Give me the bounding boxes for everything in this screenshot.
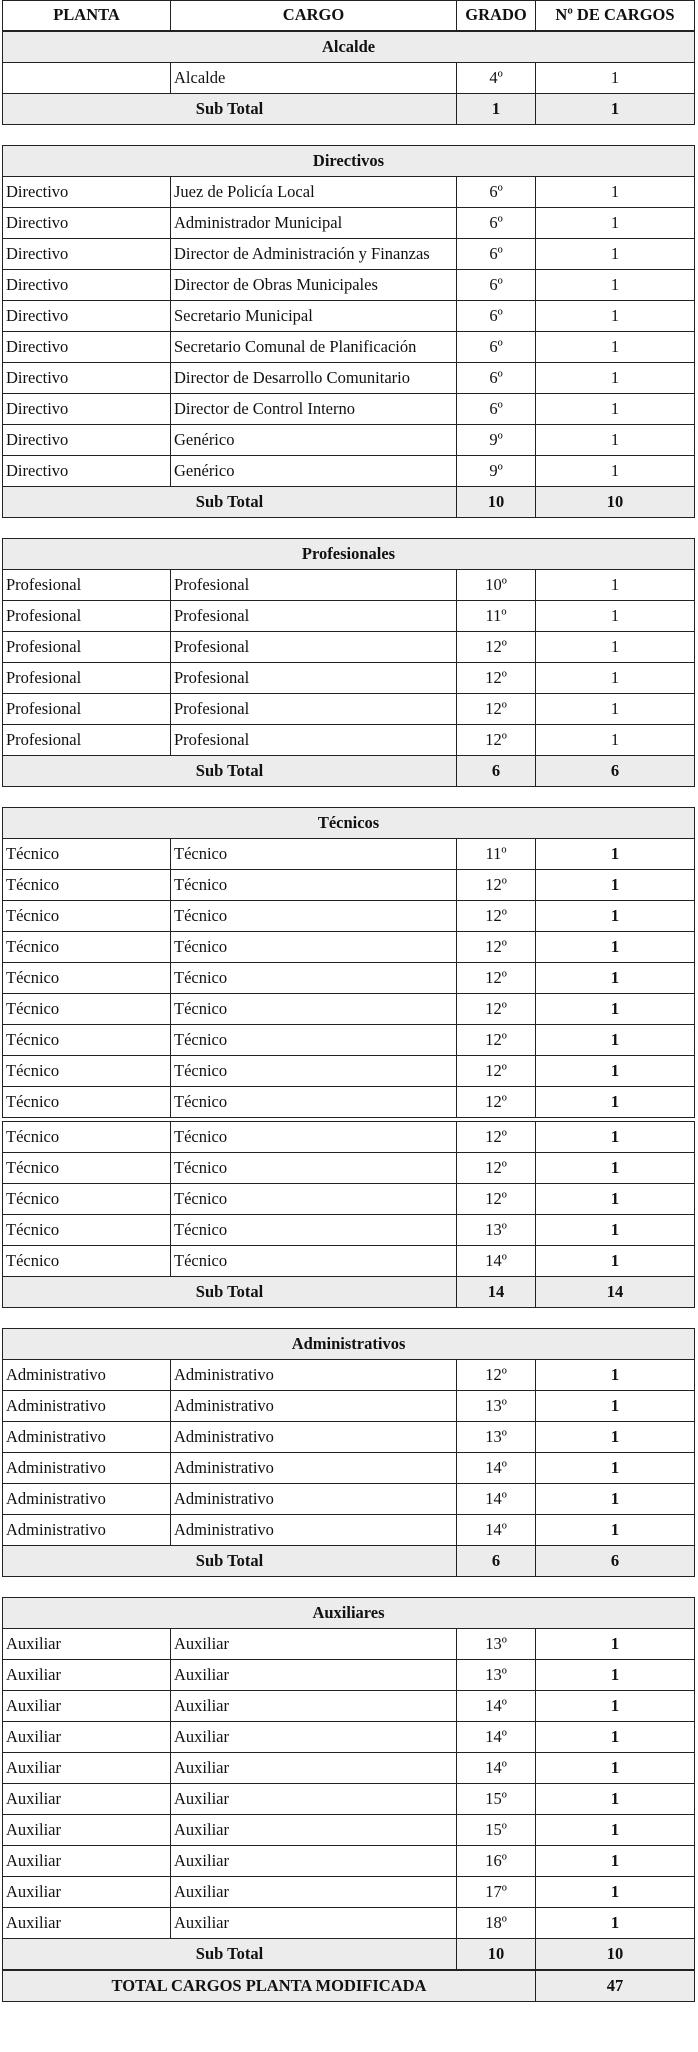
cell-cargo: Auxiliar (171, 1846, 457, 1877)
staffing-document (2, 0, 694, 2002)
subtotal-n-cargos: 1 (536, 94, 695, 125)
table-row (3, 1246, 695, 1277)
cell-cargo: Auxiliar (171, 1877, 457, 1908)
cell-planta: Técnico (3, 1056, 171, 1087)
cell-cargo: Técnico (171, 1025, 457, 1056)
cell-grado: 12º (457, 1025, 536, 1056)
cell-n-cargos: 1 (536, 332, 695, 363)
cell-grado: 9º (457, 456, 536, 487)
cell-n-cargos: 1 (536, 601, 695, 632)
subtotal-n-cargos: 14 (536, 1277, 695, 1308)
header-planta: PLANTA (3, 1, 171, 31)
cell-planta: Técnico (3, 1153, 171, 1184)
cell-planta: Auxiliar (3, 1846, 171, 1877)
cell-n-cargos: 1 (536, 456, 695, 487)
subtotal-label: Sub Total (3, 1277, 457, 1308)
cell-n-cargos: 1 (536, 1153, 695, 1184)
section-title: Profesionales (3, 539, 695, 570)
cell-planta: Técnico (3, 1246, 171, 1277)
cell-cargo: Auxiliar (171, 1815, 457, 1846)
table-row (3, 1184, 695, 1215)
cell-n-cargos: 1 (536, 1629, 695, 1660)
cell-cargo: Genérico (171, 456, 457, 487)
section-title: Auxiliares (3, 1598, 695, 1629)
section-gap (2, 1577, 694, 1597)
subtotal-grado: 6 (457, 756, 536, 787)
cell-n-cargos: 1 (536, 570, 695, 601)
section-title-row (3, 146, 695, 177)
cell-cargo: Auxiliar (171, 1660, 457, 1691)
cell-n-cargos: 1 (536, 1484, 695, 1515)
table-row (3, 456, 695, 487)
cell-grado: 6º (457, 208, 536, 239)
table-row (3, 363, 695, 394)
table-row (3, 270, 695, 301)
table-row (3, 1087, 695, 1118)
subtotal-row (3, 487, 695, 518)
cell-cargo: Auxiliar (171, 1691, 457, 1722)
header-n-cargos: Nº DE CARGOS (536, 1, 695, 31)
cell-grado: 14º (457, 1484, 536, 1515)
table-row (3, 839, 695, 870)
cell-grado: 6º (457, 239, 536, 270)
cell-grado: 17º (457, 1877, 536, 1908)
cell-n-cargos: 1 (536, 1722, 695, 1753)
cell-grado: 12º (457, 694, 536, 725)
cell-cargo: Director de Obras Municipales (171, 270, 457, 301)
table-row (3, 394, 695, 425)
section-table (2, 1597, 695, 1970)
cell-cargo: Técnico (171, 1215, 457, 1246)
cell-n-cargos: 1 (536, 1184, 695, 1215)
table-row (3, 301, 695, 332)
subtotal-label: Sub Total (3, 756, 457, 787)
cell-cargo: Profesional (171, 694, 457, 725)
cell-planta: Directivo (3, 425, 171, 456)
table-row (3, 1422, 695, 1453)
cell-cargo: Profesional (171, 601, 457, 632)
table-row (3, 208, 695, 239)
table-row (3, 870, 695, 901)
cell-n-cargos: 1 (536, 270, 695, 301)
cell-n-cargos: 1 (536, 394, 695, 425)
cell-n-cargos: 1 (536, 694, 695, 725)
cell-planta: Auxiliar (3, 1877, 171, 1908)
cell-grado: 12º (457, 994, 536, 1025)
cell-grado: 6º (457, 363, 536, 394)
column-header-table (2, 0, 695, 31)
cell-n-cargos: 1 (536, 1753, 695, 1784)
cell-n-cargos: 1 (536, 301, 695, 332)
cell-grado: 12º (457, 870, 536, 901)
cell-n-cargos: 1 (536, 63, 695, 94)
cell-n-cargos: 1 (536, 994, 695, 1025)
cell-grado: 15º (457, 1784, 536, 1815)
table-row (3, 1056, 695, 1087)
cell-n-cargos: 1 (536, 725, 695, 756)
cell-planta: Auxiliar (3, 1660, 171, 1691)
cell-planta: Auxiliar (3, 1815, 171, 1846)
cell-cargo: Auxiliar (171, 1784, 457, 1815)
section-title: Técnicos (3, 808, 695, 839)
cell-planta: Técnico (3, 901, 171, 932)
subtotal-row (3, 1939, 695, 1970)
cell-cargo: Director de Desarrollo Comunitario (171, 363, 457, 394)
cell-n-cargos: 1 (536, 1515, 695, 1546)
subtotal-row (3, 94, 695, 125)
cell-grado: 12º (457, 1087, 536, 1118)
cell-grado: 12º (457, 901, 536, 932)
column-header-row (3, 1, 695, 31)
cell-grado: 6º (457, 270, 536, 301)
cell-grado: 12º (457, 663, 536, 694)
cell-planta: Técnico (3, 1215, 171, 1246)
cell-n-cargos: 1 (536, 1391, 695, 1422)
table-row (3, 1360, 695, 1391)
cell-n-cargos: 1 (536, 963, 695, 994)
cell-cargo: Técnico (171, 994, 457, 1025)
cell-planta: Técnico (3, 870, 171, 901)
total-table (2, 1970, 695, 2002)
subtotal-n-cargos: 10 (536, 1939, 695, 1970)
cell-planta: Técnico (3, 1122, 171, 1153)
cell-planta: Administrativo (3, 1422, 171, 1453)
table-row (3, 1122, 695, 1153)
table-row (3, 663, 695, 694)
cell-grado: 16º (457, 1846, 536, 1877)
cell-grado: 13º (457, 1660, 536, 1691)
subtotal-grado: 10 (457, 1939, 536, 1970)
cell-cargo: Juez de Policía Local (171, 177, 457, 208)
cell-cargo: Alcalde (171, 63, 457, 94)
cell-grado: 13º (457, 1391, 536, 1422)
cell-grado: 13º (457, 1215, 536, 1246)
subtotal-label: Sub Total (3, 94, 457, 125)
cell-cargo: Técnico (171, 932, 457, 963)
cell-cargo: Auxiliar (171, 1753, 457, 1784)
grand-total-value: 47 (536, 1971, 695, 2002)
cell-grado: 12º (457, 632, 536, 663)
cell-n-cargos: 1 (536, 425, 695, 456)
table-row (3, 1722, 695, 1753)
section-gap (2, 125, 694, 145)
cell-n-cargos: 1 (536, 1908, 695, 1939)
cell-cargo: Profesional (171, 663, 457, 694)
cell-cargo: Auxiliar (171, 1722, 457, 1753)
cell-n-cargos: 1 (536, 1122, 695, 1153)
table-row (3, 1153, 695, 1184)
cell-cargo: Profesional (171, 570, 457, 601)
cell-grado: 12º (457, 725, 536, 756)
table-row (3, 1877, 695, 1908)
cell-n-cargos: 1 (536, 1846, 695, 1877)
cell-n-cargos: 1 (536, 1815, 695, 1846)
cell-cargo: Profesional (171, 725, 457, 756)
subtotal-label: Sub Total (3, 487, 457, 518)
cell-grado: 6º (457, 301, 536, 332)
cell-planta: Directivo (3, 301, 171, 332)
cell-planta: Auxiliar (3, 1629, 171, 1660)
cell-planta: Auxiliar (3, 1784, 171, 1815)
table-row (3, 932, 695, 963)
section-gap (2, 787, 694, 807)
subtotal-label: Sub Total (3, 1939, 457, 1970)
cell-planta: Técnico (3, 1087, 171, 1118)
grand-total-label: TOTAL CARGOS PLANTA MODIFICADA (3, 1971, 536, 2002)
table-row (3, 1815, 695, 1846)
section-title-row (3, 1329, 695, 1360)
cell-grado: 14º (457, 1246, 536, 1277)
table-row (3, 177, 695, 208)
cell-n-cargos: 1 (536, 632, 695, 663)
cell-grado: 13º (457, 1422, 536, 1453)
cell-n-cargos: 1 (536, 663, 695, 694)
section-title-row (3, 539, 695, 570)
subtotal-row (3, 1546, 695, 1577)
cell-n-cargos: 1 (536, 932, 695, 963)
cell-cargo: Técnico (171, 1184, 457, 1215)
cell-cargo: Administrativo (171, 1484, 457, 1515)
cell-grado: 14º (457, 1691, 536, 1722)
cell-n-cargos: 1 (536, 363, 695, 394)
subtotal-n-cargos: 10 (536, 487, 695, 518)
cell-grado: 6º (457, 394, 536, 425)
cell-planta: Técnico (3, 1025, 171, 1056)
cell-grado: 15º (457, 1815, 536, 1846)
cell-grado: 12º (457, 932, 536, 963)
subtotal-n-cargos: 6 (536, 1546, 695, 1577)
cell-planta: Directivo (3, 456, 171, 487)
cell-grado: 11º (457, 601, 536, 632)
cell-cargo: Administrativo (171, 1391, 457, 1422)
cell-grado: 12º (457, 1122, 536, 1153)
cell-cargo: Técnico (171, 1153, 457, 1184)
table-row (3, 1753, 695, 1784)
cell-planta: Profesional (3, 601, 171, 632)
section-table (2, 31, 695, 125)
table-row (3, 570, 695, 601)
cell-grado: 14º (457, 1453, 536, 1484)
cell-cargo: Auxiliar (171, 1908, 457, 1939)
table-row (3, 239, 695, 270)
section-table (2, 807, 695, 1308)
cell-grado: 12º (457, 1056, 536, 1087)
cell-grado: 11º (457, 839, 536, 870)
table-row (3, 994, 695, 1025)
cell-cargo: Director de Administración y Finanzas (171, 239, 457, 270)
subtotal-row (3, 756, 695, 787)
cell-grado: 14º (457, 1753, 536, 1784)
table-row (3, 1484, 695, 1515)
cell-cargo: Administrativo (171, 1360, 457, 1391)
sections-container (2, 31, 694, 1970)
cell-cargo: Técnico (171, 870, 457, 901)
cell-grado: 4º (457, 63, 536, 94)
cell-n-cargos: 1 (536, 1453, 695, 1484)
section-gap (2, 518, 694, 538)
cell-cargo: Genérico (171, 425, 457, 456)
section-gap (2, 1308, 694, 1328)
table-row (3, 332, 695, 363)
cell-grado: 9º (457, 425, 536, 456)
cell-cargo: Técnico (171, 1246, 457, 1277)
section-title-row (3, 808, 695, 839)
cell-planta: Técnico (3, 839, 171, 870)
cell-planta: Directivo (3, 363, 171, 394)
section-title: Directivos (3, 146, 695, 177)
table-row (3, 725, 695, 756)
cell-n-cargos: 1 (536, 1660, 695, 1691)
cell-n-cargos: 1 (536, 208, 695, 239)
cell-grado: 14º (457, 1722, 536, 1753)
cell-planta: Profesional (3, 570, 171, 601)
cell-planta: Administrativo (3, 1360, 171, 1391)
cell-planta: Auxiliar (3, 1691, 171, 1722)
grand-total-row (3, 1971, 695, 2002)
cell-cargo: Director de Control Interno (171, 394, 457, 425)
subtotal-grado: 6 (457, 1546, 536, 1577)
cell-grado: 6º (457, 177, 536, 208)
section-table (2, 1328, 695, 1577)
table-row (3, 1453, 695, 1484)
table-row (3, 694, 695, 725)
cell-planta: Directivo (3, 239, 171, 270)
cell-cargo: Técnico (171, 901, 457, 932)
cell-cargo: Administrativo (171, 1422, 457, 1453)
cell-n-cargos: 1 (536, 1877, 695, 1908)
header-grado: GRADO (457, 1, 536, 31)
table-row (3, 1908, 695, 1939)
cell-n-cargos: 1 (536, 1422, 695, 1453)
cell-n-cargos: 1 (536, 901, 695, 932)
cell-cargo: Técnico (171, 1122, 457, 1153)
cell-planta: Auxiliar (3, 1908, 171, 1939)
table-row (3, 1691, 695, 1722)
cell-n-cargos: 1 (536, 839, 695, 870)
cell-planta: Técnico (3, 932, 171, 963)
cell-n-cargos: 1 (536, 870, 695, 901)
table-row (3, 1784, 695, 1815)
cell-grado: 13º (457, 1629, 536, 1660)
table-row (3, 632, 695, 663)
cell-cargo: Técnico (171, 839, 457, 870)
table-row (3, 1025, 695, 1056)
section-title: Administrativos (3, 1329, 695, 1360)
cell-n-cargos: 1 (536, 239, 695, 270)
cell-planta: Directivo (3, 270, 171, 301)
table-row (3, 1629, 695, 1660)
cell-planta: Profesional (3, 725, 171, 756)
header-cargo: CARGO (171, 1, 457, 31)
table-row (3, 425, 695, 456)
subtotal-n-cargos: 6 (536, 756, 695, 787)
subtotal-grado: 14 (457, 1277, 536, 1308)
cell-grado: 14º (457, 1515, 536, 1546)
cell-planta: Directivo (3, 332, 171, 363)
subtotal-grado: 1 (457, 94, 536, 125)
cell-cargo: Administrador Municipal (171, 208, 457, 239)
cell-cargo: Técnico (171, 1056, 457, 1087)
section-table (2, 145, 695, 518)
cell-planta: Administrativo (3, 1484, 171, 1515)
cell-n-cargos: 1 (536, 1360, 695, 1391)
cell-planta: Profesional (3, 663, 171, 694)
cell-n-cargos: 1 (536, 177, 695, 208)
cell-cargo: Administrativo (171, 1515, 457, 1546)
table-row (3, 963, 695, 994)
cell-planta: Administrativo (3, 1453, 171, 1484)
cell-n-cargos: 1 (536, 1087, 695, 1118)
cell-planta: Directivo (3, 394, 171, 425)
section-title-row (3, 32, 695, 63)
cell-grado: 12º (457, 963, 536, 994)
subtotal-label: Sub Total (3, 1546, 457, 1577)
cell-n-cargos: 1 (536, 1056, 695, 1087)
cell-planta: Profesional (3, 632, 171, 663)
cell-n-cargos: 1 (536, 1215, 695, 1246)
cell-grado: 12º (457, 1184, 536, 1215)
section-title: Alcalde (3, 32, 695, 63)
table-row (3, 1215, 695, 1246)
table-row (3, 601, 695, 632)
cell-planta: Técnico (3, 1184, 171, 1215)
table-row (3, 63, 695, 94)
cell-planta: Técnico (3, 963, 171, 994)
cell-cargo: Secretario Municipal (171, 301, 457, 332)
cell-cargo: Profesional (171, 632, 457, 663)
cell-n-cargos: 1 (536, 1025, 695, 1056)
cell-planta: Auxiliar (3, 1722, 171, 1753)
cell-grado: 6º (457, 332, 536, 363)
cell-planta: Administrativo (3, 1515, 171, 1546)
cell-planta: Auxiliar (3, 1753, 171, 1784)
cell-planta: Directivo (3, 208, 171, 239)
table-row (3, 1846, 695, 1877)
subtotal-row (3, 1277, 695, 1308)
cell-grado: 18º (457, 1908, 536, 1939)
cell-planta: Técnico (3, 994, 171, 1025)
cell-grado: 10º (457, 570, 536, 601)
cell-cargo: Secretario Comunal de Planificación (171, 332, 457, 363)
table-row (3, 1391, 695, 1422)
cell-cargo: Auxiliar (171, 1629, 457, 1660)
table-row (3, 1515, 695, 1546)
cell-planta: Profesional (3, 694, 171, 725)
cell-grado: 12º (457, 1360, 536, 1391)
table-row (3, 901, 695, 932)
table-row (3, 1660, 695, 1691)
cell-grado: 12º (457, 1153, 536, 1184)
section-table (2, 538, 695, 787)
cell-n-cargos: 1 (536, 1784, 695, 1815)
cell-planta: Directivo (3, 177, 171, 208)
cell-cargo: Técnico (171, 963, 457, 994)
cell-cargo: Administrativo (171, 1453, 457, 1484)
cell-cargo: Técnico (171, 1087, 457, 1118)
subtotal-grado: 10 (457, 487, 536, 518)
section-title-row (3, 1598, 695, 1629)
cell-n-cargos: 1 (536, 1246, 695, 1277)
cell-planta: Administrativo (3, 1391, 171, 1422)
cell-n-cargos: 1 (536, 1691, 695, 1722)
cell-planta (3, 63, 171, 94)
